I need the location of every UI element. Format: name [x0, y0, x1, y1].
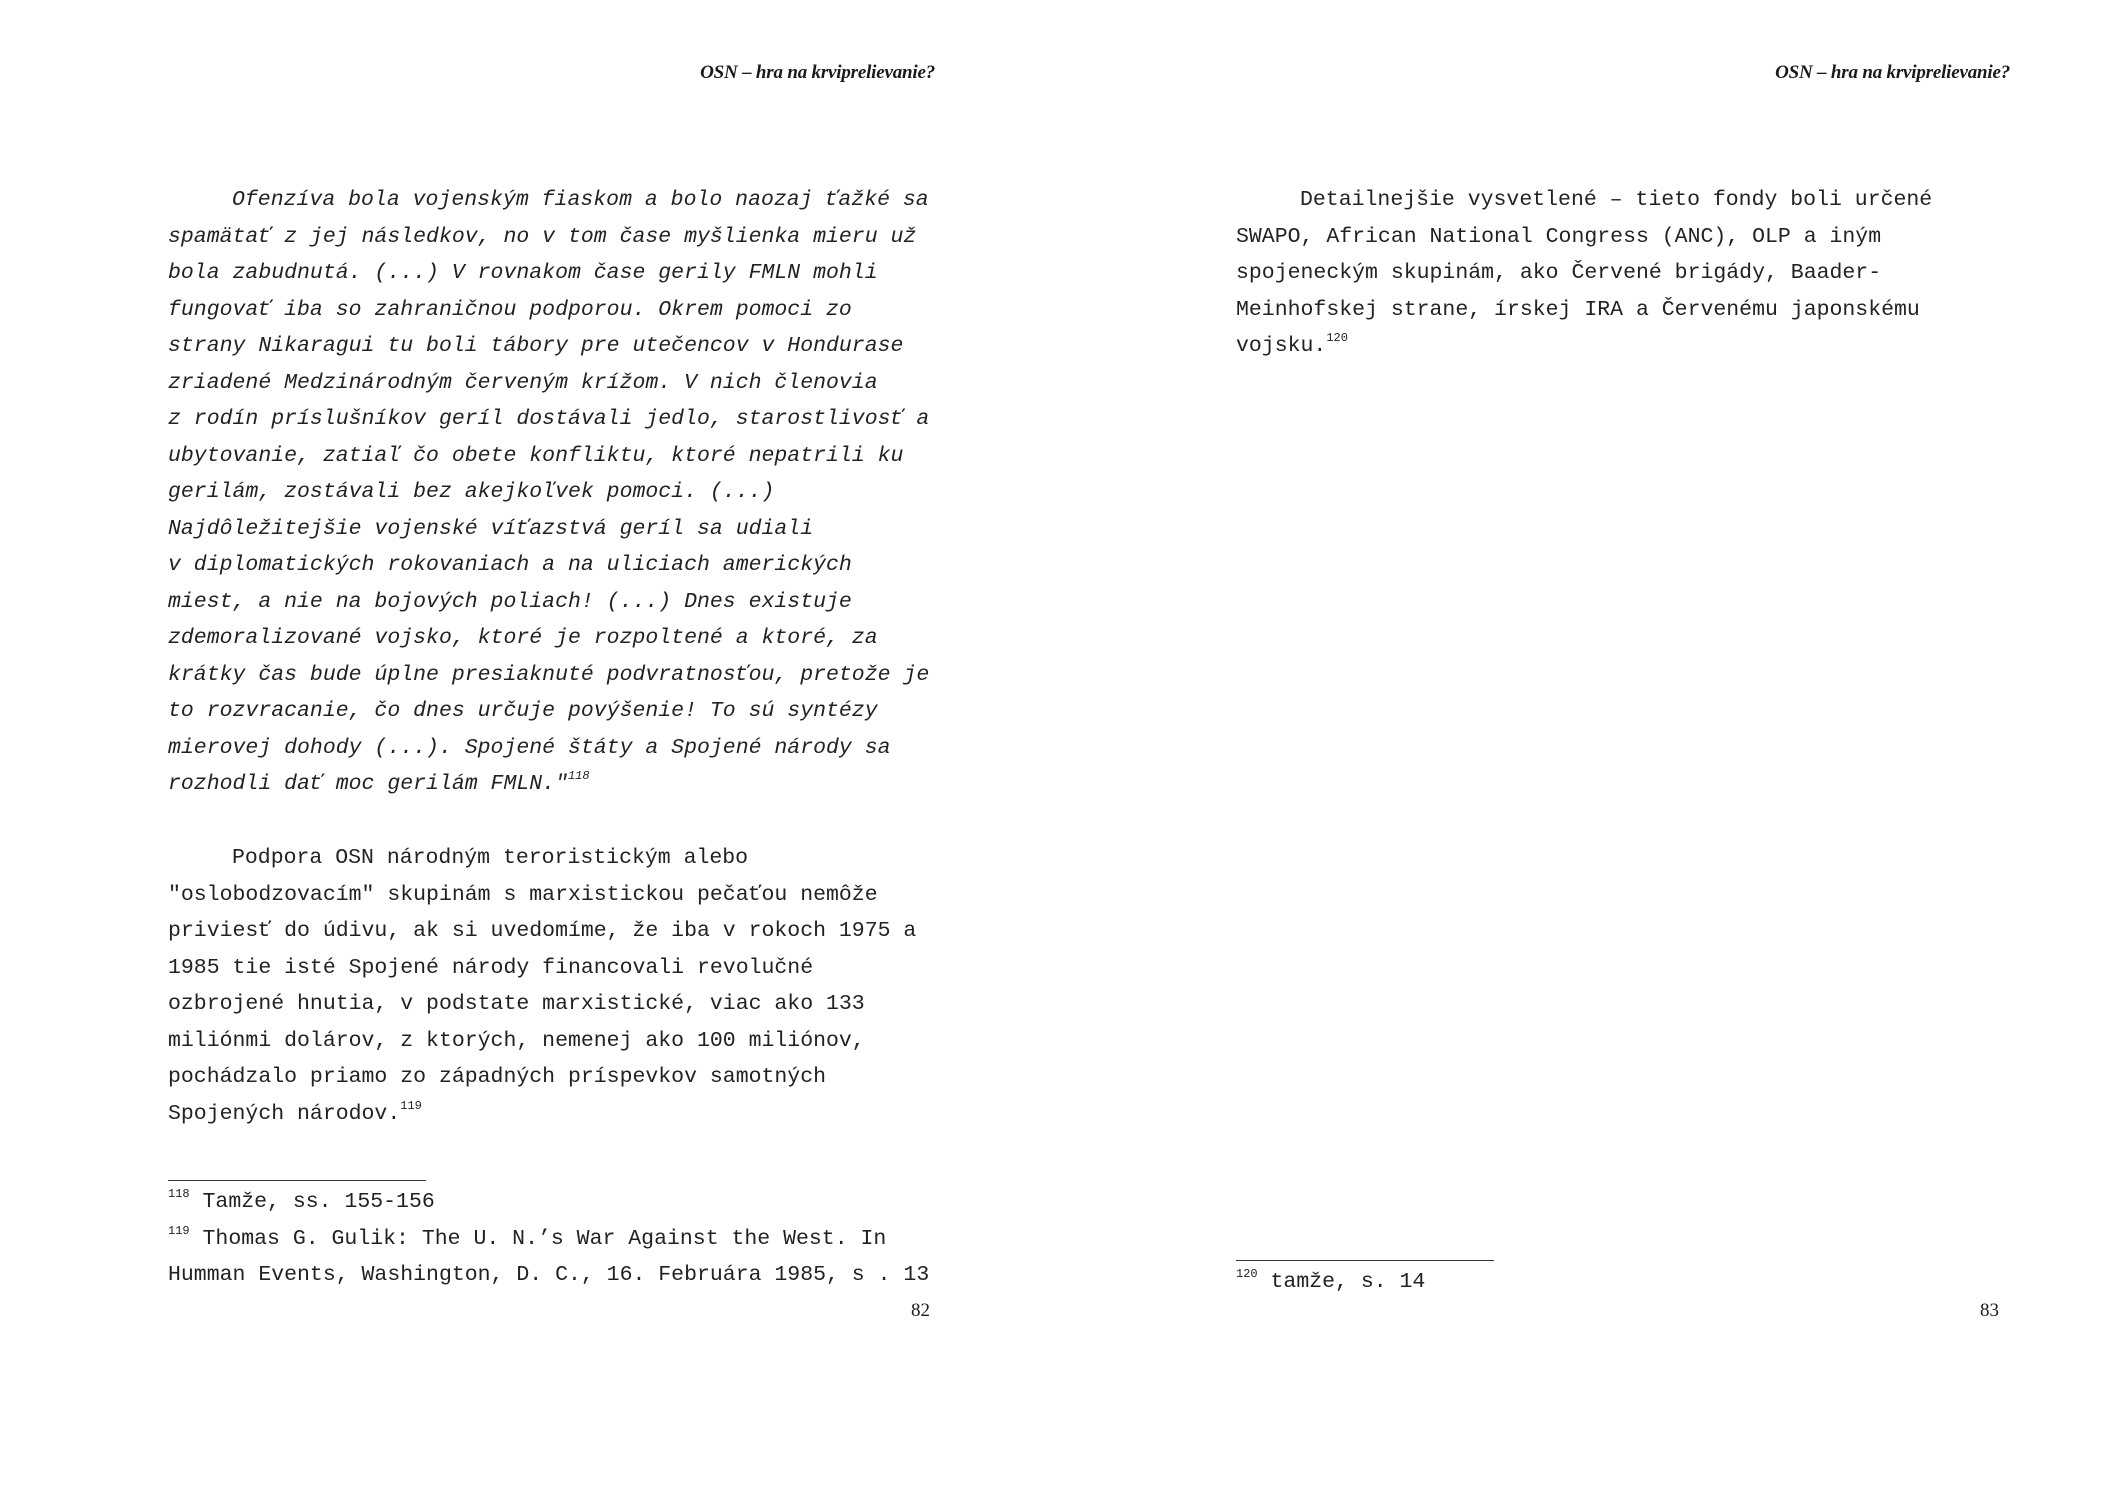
quote-line: zriadené Medzinárodným červeným krížom. V nich členovia: [168, 370, 878, 395]
quote-line: fungovať iba so zahraničnou podporou. Okrem pomoci zo: [168, 297, 852, 322]
footnote-119: [168, 1221, 929, 1258]
right-paragraph-block: [1236, 182, 1932, 365]
footnote-text: Tamže, ss. 155-156: [189, 1190, 435, 1214]
right-footnotes: [1236, 1264, 1425, 1301]
quote-line: mierovej dohody (...). Spojené štáty a Spojené národy sa: [168, 735, 891, 760]
footnote-ref-119[interactable]: 119: [400, 1098, 422, 1113]
quote-line: gerilám, zostávali bez akejkoľvek pomoci. (...): [168, 480, 775, 504]
right-footnote-separator: [1236, 1260, 1494, 1261]
footnote-number: 119: [168, 1223, 190, 1238]
footnote-number: 118: [168, 1187, 190, 1201]
footnote-ref-120[interactable]: 120: [1326, 331, 1348, 345]
quote-line: strany Nikaragui tu boli tábory pre utečencov v Hondurase: [168, 334, 904, 358]
footnote-120: [1236, 1264, 1425, 1301]
footnote-ref-118[interactable]: 118: [567, 769, 590, 783]
paragraph-line: priviesť do údivu, ak si uvedomíme, že iba v rokoch 1975 a: [168, 919, 917, 943]
quote-line: ubytovanie, zatiaľ čo obete konfliktu, ktoré nepatrili ku: [168, 443, 904, 468]
paragraph-line: miliónmi dolárov, z ktorých, nemenej ako 100 miliónov,: [168, 1028, 865, 1053]
quote-line: zdemoralizované vojsko, ktoré je rozpoltené a ktoré, za: [168, 626, 878, 650]
paragraph-line: Spojených národov.: [168, 1101, 401, 1126]
paragraph-last-line: [1236, 328, 1932, 365]
paragraph-line: spojeneckým skupinám, ako Červené brigády, Baader-: [1236, 261, 1882, 285]
paragraph-last-line: [168, 1096, 916, 1133]
quote-line: Ofenzíva bola vojenským fiaskom a bolo naozaj ťažké sa: [232, 188, 929, 212]
page-number-left: 82: [911, 1300, 930, 1321]
footnote-number: 120: [1236, 1267, 1258, 1281]
quote-line: v diplomatických rokovaniach a na uliciach amerických: [168, 553, 852, 577]
paragraph-line: pochádzalo priamo zo západných príspevkov samotných: [168, 1065, 827, 1089]
quote-line: Najdôležitejšie vojenské víťazstvá geríl sa udiali: [168, 516, 814, 541]
paragraph-line: "oslobodzovacím" skupinám s marxistickou pečaťou nemôže: [168, 882, 878, 907]
left-footnotes: [168, 1184, 929, 1294]
paragraph-line: vojsku.: [1236, 334, 1327, 358]
footnote-text: Thomas G. Gulik: The U. N.’s War Against the West. In: [189, 1226, 887, 1251]
left-page-header: OSN – hra na krviprelievanie?: [700, 62, 935, 83]
left-quote-block: [168, 182, 929, 803]
paragraph-line: SWAPO, African National Congress (ANC), OLP a iným: [1236, 224, 1882, 249]
quote-line: to rozvracanie, čo dnes určuje povýšenie! To sú syntézy: [168, 699, 878, 723]
quote-last-line: [168, 766, 929, 803]
footnote-118: [168, 1184, 929, 1221]
paragraph-line: Podpora OSN národným teroristickým alebo: [232, 846, 749, 870]
right-page-header: OSN – hra na krviprelievanie?: [1775, 62, 2010, 83]
quote-line: spamätať z jej následkov, no v tom čase myšlienka mieru už: [168, 224, 917, 249]
footnote-text: tamže, s. 14: [1257, 1270, 1426, 1294]
quote-line: rozhodli dať moc gerilám FMLN.": [168, 772, 568, 796]
left-footnote-separator: [168, 1180, 426, 1181]
footnote-119-continuation: Humman Events, Washington, D. C., 16. Februára 1985, s . 13: [168, 1263, 930, 1287]
quote-line: z rodín príslušníkov geríl dostávali jedlo, starostlivosť a: [168, 407, 930, 431]
quote-line: bola zabudnutá. (...) V rovnakom čase gerily FMLN mohli: [168, 261, 878, 285]
paragraph-line: ozbrojené hnutia, v podstate marxistické, viac ako 133: [168, 992, 865, 1016]
paragraph-line: Detailnejšie vysvetlené – tieto fondy boli určené: [1300, 188, 1933, 212]
left-paragraph-block: [168, 840, 916, 1132]
paragraph-line: Meinhofskej strane, írskej IRA a Červenému japonskému: [1236, 297, 1920, 322]
page-number-right: 83: [1980, 1300, 1999, 1321]
quote-line: krátky čas bude úplne presiaknuté podvratnosťou, pretože je: [168, 662, 930, 687]
quote-line: miest, a nie na bojových poliach! (...) Dnes existuje: [168, 589, 852, 614]
paragraph-line: 1985 tie isté Spojené národy financovali revolučné: [168, 955, 814, 980]
